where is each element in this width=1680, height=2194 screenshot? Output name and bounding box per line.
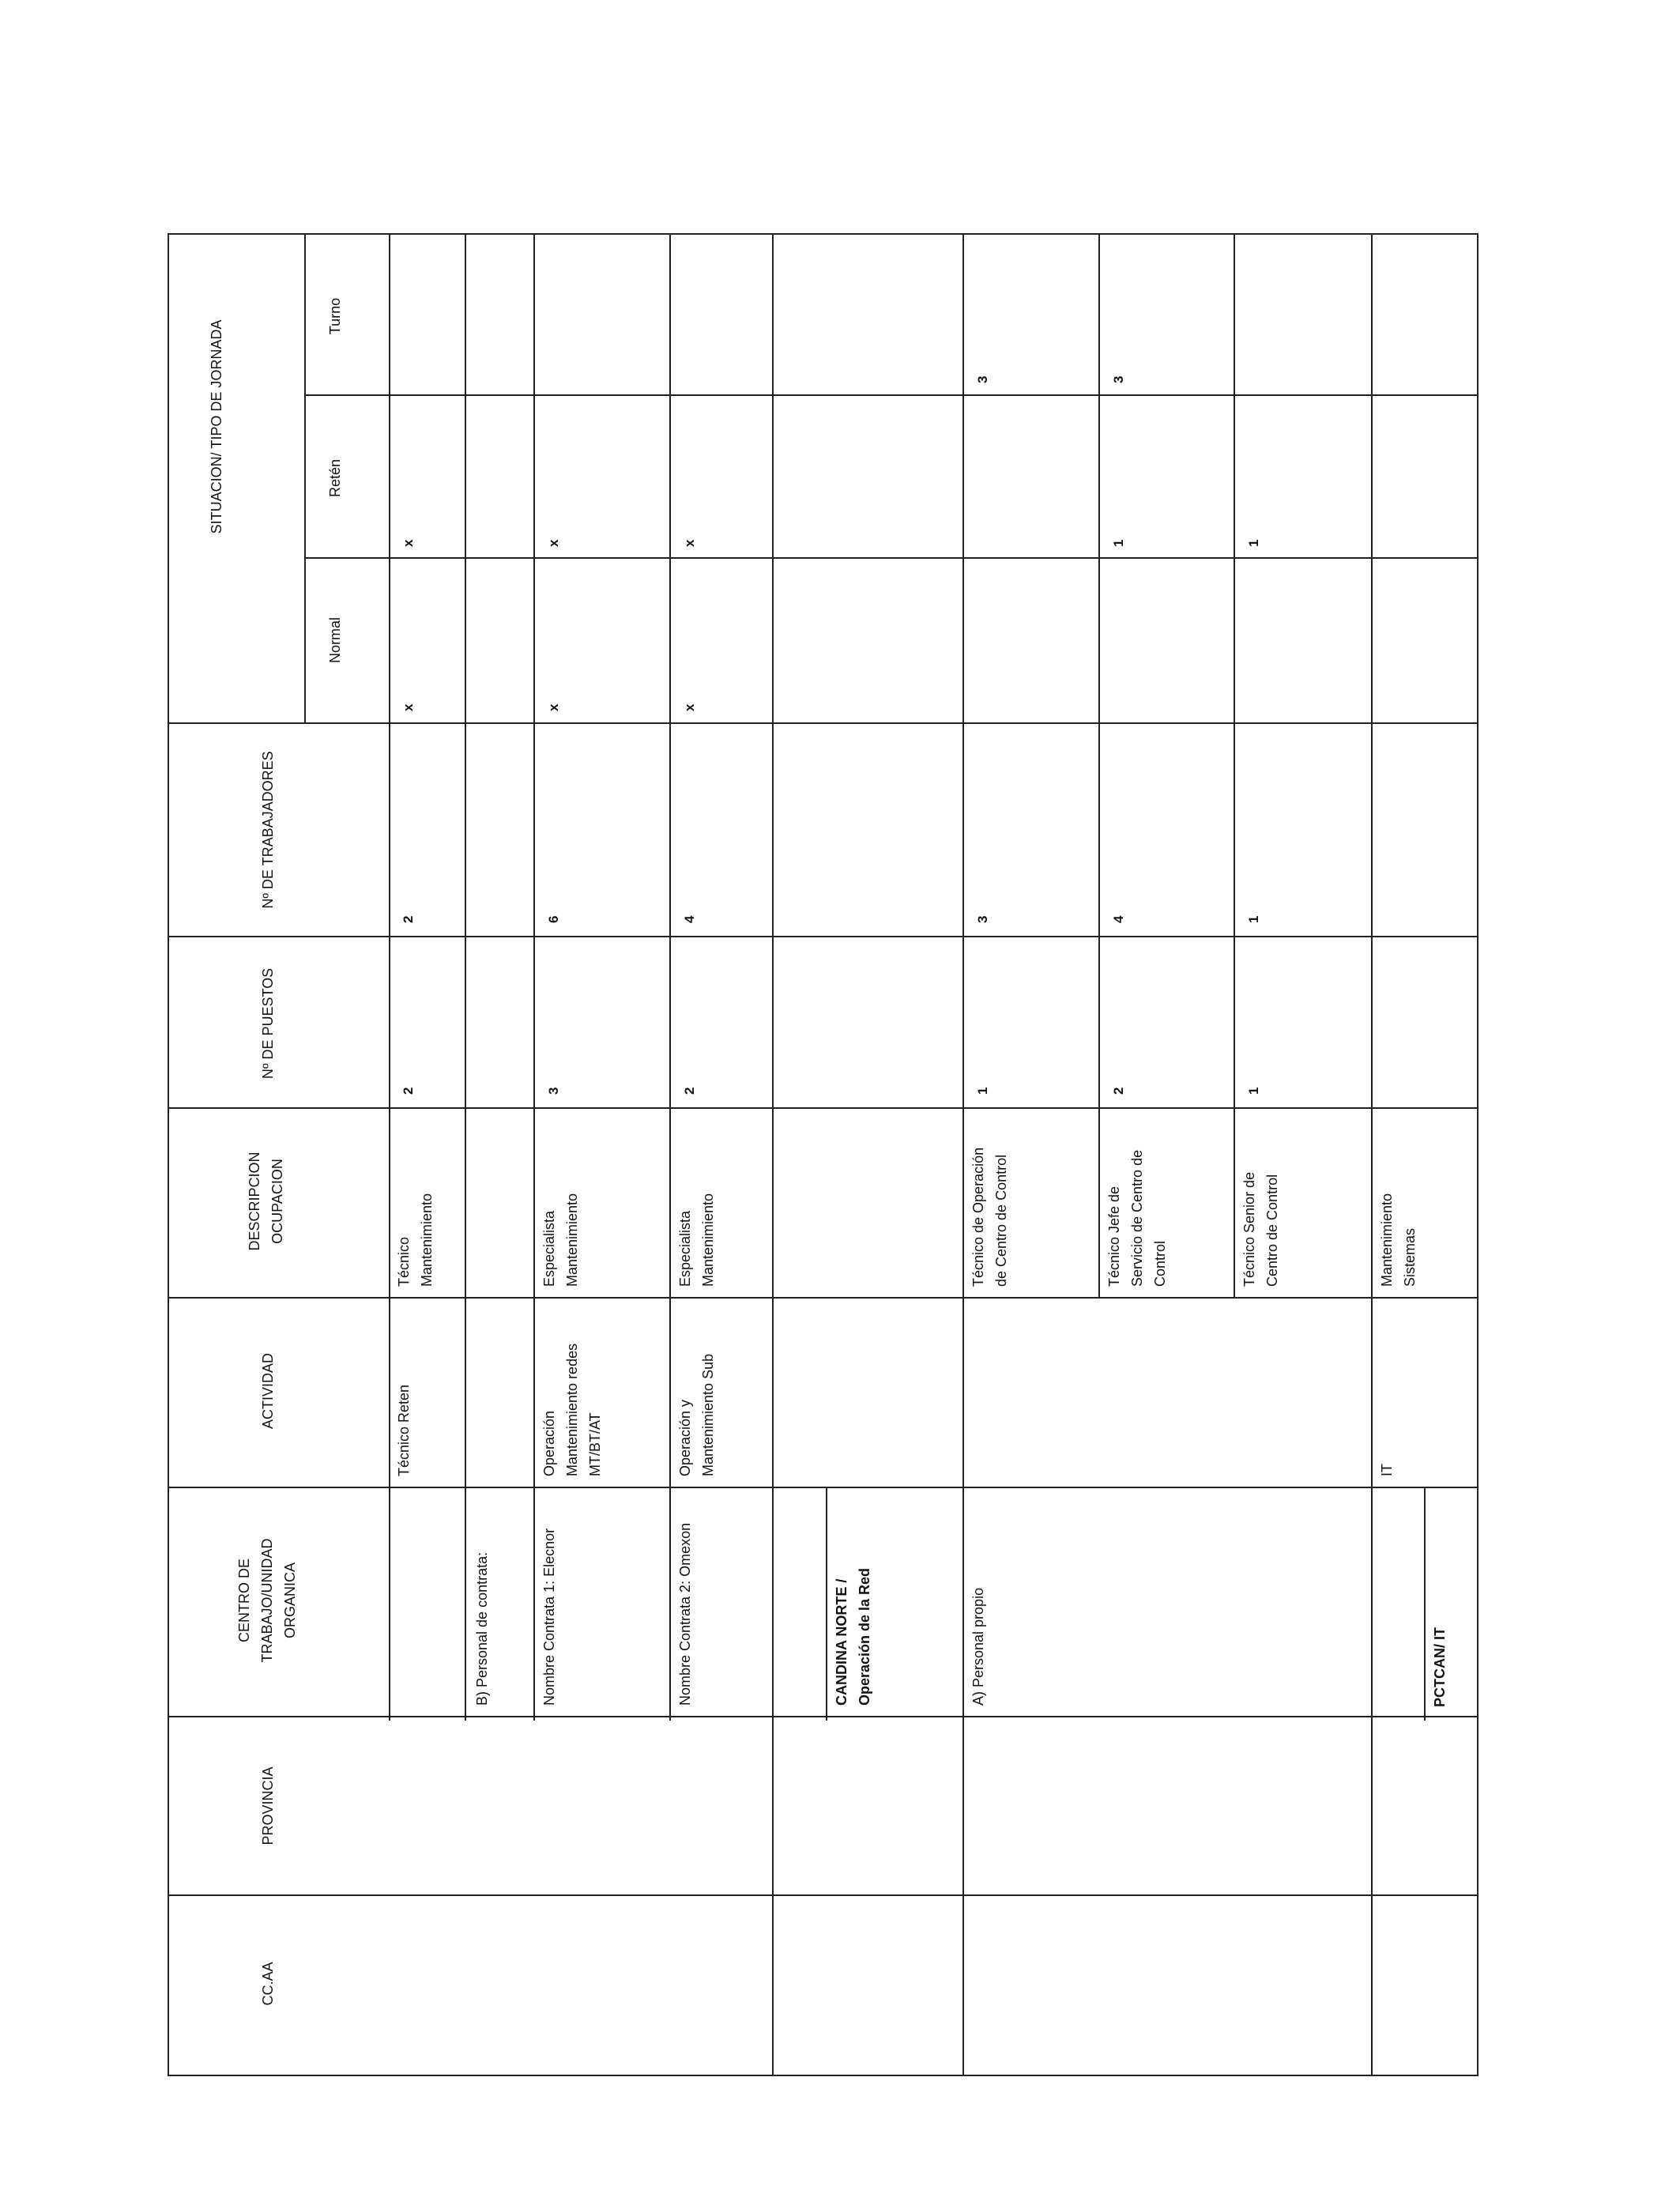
col-separator xyxy=(168,1297,1478,1299)
cell-puestos: 3 xyxy=(546,1087,561,1095)
cell-reten: 1 xyxy=(1111,539,1126,547)
row-separator xyxy=(1098,233,1100,1299)
cell-reten: x xyxy=(401,539,416,547)
cell-trabajadores: 4 xyxy=(1111,915,1126,923)
cell-actividad: Técnico Reten xyxy=(396,1384,412,1476)
row-separator xyxy=(962,233,964,2076)
cell-descripcion: Técnico de Operación de Centro de Control xyxy=(970,1147,1009,1287)
cell-descripcion: Técnico Senior de Centro de Control xyxy=(1241,1171,1280,1287)
cell-descripcion: Técnico Mantenimiento xyxy=(396,1193,435,1287)
cell-turno: 3 xyxy=(975,375,990,383)
cell-centro: Nombre Contrata 2: Omexon xyxy=(677,1522,693,1706)
cell-trabajadores: 3 xyxy=(975,915,990,923)
cell-puestos: 2 xyxy=(682,1087,697,1095)
col-separator xyxy=(168,722,1478,724)
cell-centro: Nombre Contrata 1: Elecnor xyxy=(541,1528,557,1706)
col-separator-subhead xyxy=(304,557,1478,559)
cell-reten: x xyxy=(546,539,561,547)
cell-centro: CANDINA NORTE / Operación de la Red xyxy=(834,1567,872,1706)
col-separator xyxy=(168,1716,1478,1717)
subheader-left-edge xyxy=(304,557,306,724)
row-separator xyxy=(389,233,390,1721)
row-separator xyxy=(772,233,774,2076)
table-border-left xyxy=(168,233,169,2076)
cell-reten: 1 xyxy=(1246,539,1261,547)
cell-reten: x xyxy=(682,539,697,547)
cell-centro: B) Personal de contrata: xyxy=(474,1551,490,1706)
col-separator xyxy=(168,1107,1478,1109)
col-separator-subhead xyxy=(304,394,1478,396)
cell-actividad: IT xyxy=(1379,1464,1395,1476)
cell-normal: x xyxy=(682,703,697,711)
row-separator xyxy=(1234,233,1235,1299)
row-separator xyxy=(1424,1487,1426,1721)
row-separator xyxy=(669,233,671,1721)
row-separator xyxy=(465,233,466,1721)
cell-actividad: Operación Mantenimiento redes MT/BT/AT xyxy=(541,1343,603,1476)
cell-trabajadores: 1 xyxy=(1246,915,1261,923)
row-separator xyxy=(533,233,535,1721)
row-separator xyxy=(826,1487,827,1721)
cell-puestos: 1 xyxy=(975,1087,990,1095)
cell-descripcion: Técnico Jefe de Servicio de Centro de Control xyxy=(1106,1149,1168,1287)
cell-descripcion: Mantenimiento Sistemas xyxy=(1379,1193,1418,1287)
cell-centro: PCTCAN/ IT xyxy=(1432,1627,1448,1707)
cell-trabajadores: 2 xyxy=(401,915,416,923)
cell-actividad: Operación y Mantenimiento Sub xyxy=(677,1353,716,1476)
cell-descripcion: Especialista Mantenimiento xyxy=(541,1193,580,1287)
table-border-right xyxy=(1477,233,1478,2076)
table-border-top xyxy=(168,233,1478,235)
cell-puestos: 1 xyxy=(1246,1087,1261,1095)
rotated-staffing-table: SITUACION/ TIPO DE JORNADA Turno Retén Normal Nº DE TRABAJADORES Nº DE PUESTOS DESCRIPCION OCUPACION ACTIVIDAD CENTRO DE TRABAJO/UNIDAD ORGANICA PROVINCIA CC.AA Técnico Reten Técnico Mantenimiento 2 2 x x B) Personal de contrata: Nombre Contrata 1: Elecnor Operación Mantenimiento redes MT/BT/AT Especialista Mantenimiento 3 6 x x Nombre Contrata 2: Omexon Operación y Mantenimiento Sub Especialista Mantenimiento 2 4 x x CANDINA NORTE / Operación de la Red A) Personal propio Técnico de Operación de Centro de Control 1 3 3 Técnico Jefe de Servicio de Centro de Control 2 4 1 3 Técnico Senior de Centro de Control 1 1 1 IT Mantenimiento Sistemas PCTCAN/ IT xyxy=(0,0,1680,2194)
col-separator xyxy=(168,936,1478,937)
cell-puestos: 2 xyxy=(401,1087,416,1095)
row-separator xyxy=(1371,233,1373,2076)
cell-descripcion: Especialista Mantenimiento xyxy=(677,1193,716,1287)
table-border-bottom xyxy=(168,2075,1478,2076)
cell-centro: A) Personal propio xyxy=(970,1587,986,1706)
cell-normal: x xyxy=(546,703,561,711)
cell-turno: 3 xyxy=(1111,375,1126,383)
cell-normal: x xyxy=(401,703,416,711)
col-separator xyxy=(168,1487,1478,1488)
col-separator xyxy=(168,1894,1478,1896)
cell-trabajadores: 4 xyxy=(682,915,697,923)
cell-trabajadores: 6 xyxy=(546,915,561,923)
cell-puestos: 2 xyxy=(1111,1087,1126,1095)
